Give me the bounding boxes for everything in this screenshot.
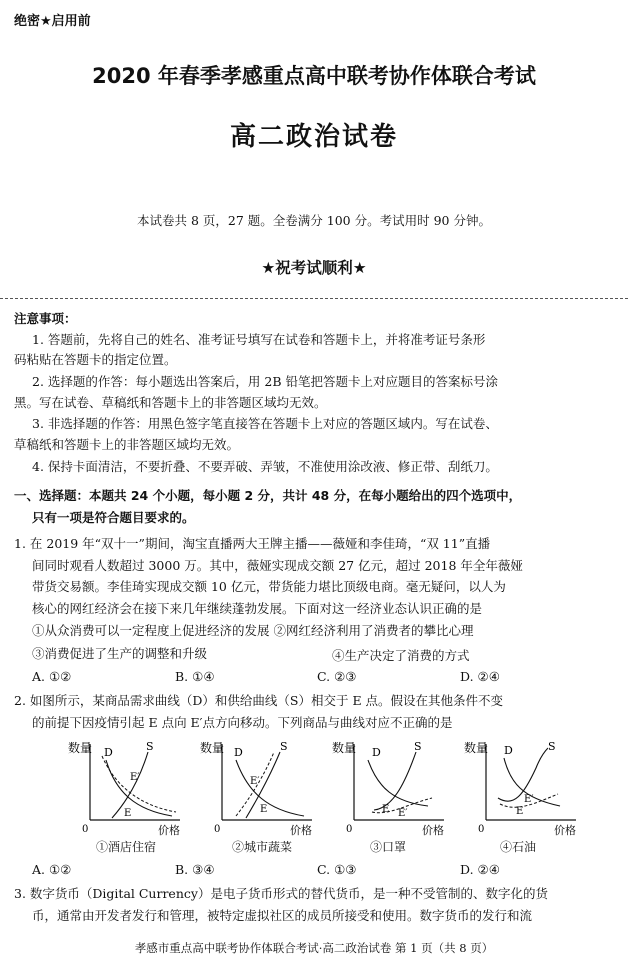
notice-line: 3. 非选择题的作答：用黑色签字笔直接答在答题卡上对应的答题区域内。写在试卷、 <box>32 416 498 431</box>
q1-stem: 间同时观看人数超过 3000 万。其中，薇娅实现成交额 27 亿元，超过 2018 年全年薇娅 <box>32 558 523 573</box>
svg-text:价格: 价格 <box>290 824 312 837</box>
svg-text:数量: 数量 <box>332 741 357 755</box>
q1-item-4: ④生产决定了消费的方式 <box>332 648 470 663</box>
section-heading-cont: 只有一项是符合题目要求的。 <box>32 510 195 525</box>
svg-text:E′: E′ <box>130 772 140 783</box>
svg-text:D: D <box>104 746 113 759</box>
paper-title: 高二政治试卷 <box>229 122 398 152</box>
svg-text:E: E <box>124 808 132 819</box>
supply-demand-graph <box>332 738 452 838</box>
svg-text:数量: 数量 <box>68 741 93 755</box>
q1-items: ①从众消费可以一定程度上促进经济的发展 ②网红经济利用了消费者的攀比心理 <box>32 623 474 638</box>
q1-stem: 核心的网红经济会在接下来几年继续蓬勃发展。下面对这一经济业态认识正确的是 <box>32 601 483 616</box>
confidential-mark: 绝密★启用前 <box>14 14 91 29</box>
notice-line: 2. 选择题的作答：每小题选出答案后，用 2B 铅笔把答题卡上对应题目的答案标号涂 <box>32 374 498 389</box>
graph-label: ②城市蔬菜 <box>232 840 293 854</box>
q3-stem: 币，通常由开发者发行和管理，被特定虚拟社区的成员所接受和使用。数字货币的发行和流 <box>32 908 533 923</box>
q1-item-3: ③消费促进了生产的调整和升级 <box>32 646 208 661</box>
svg-text:数量: 数量 <box>200 741 225 755</box>
page-footer: 孝感市重点高中联考协作体联合考试·高二政治试卷 第 1 页（共 8 页） <box>134 941 494 955</box>
svg-text:E′: E′ <box>398 808 408 819</box>
svg-text:D: D <box>372 746 381 759</box>
q1-option-c: C. ②③ <box>317 669 357 684</box>
svg-text:0: 0 <box>478 824 485 835</box>
supply-demand-graph <box>200 738 320 838</box>
exam-intro: 本试卷共 8 页，27 题。全卷满分 100 分。考试用时 90 分钟。 <box>137 213 491 228</box>
notice-heading: 注意事项： <box>14 311 77 326</box>
q2-option-c: C. ①③ <box>317 862 357 877</box>
notice-line: 4. 保持卡面清洁，不要折叠、不要弄破、弄皱，不准使用涂改液、修正带、刮纸刀。 <box>32 459 498 474</box>
svg-text:D: D <box>234 746 243 759</box>
svg-text:S: S <box>548 740 556 753</box>
exam-title: 2020 年春季孝感重点高中联考协作体联合考试 <box>92 64 536 88</box>
svg-text:E: E <box>516 806 524 817</box>
q2-option-a: A. ①② <box>32 862 72 877</box>
graph-label: ①酒店住宿 <box>96 840 157 854</box>
q1-option-b: B. ①④ <box>175 669 215 684</box>
q1-option-a: A. ①② <box>32 669 72 684</box>
q1-stem: 带货交易额。李佳琦实现成交额 10 亿元，带货能力堪比顶级电商。毫无疑问，以人为 <box>32 579 506 594</box>
supply-demand-graph <box>464 738 584 838</box>
svg-text:S: S <box>146 740 154 753</box>
svg-text:0: 0 <box>214 824 221 835</box>
q2-option-b: B. ③④ <box>175 862 215 877</box>
svg-text:D: D <box>504 744 513 757</box>
q1-stem: 1. 在 2019 年“双十一”期间，淘宝直播两大王牌主播——薇娅和李佳琦，“双 11”直播 <box>14 536 491 551</box>
divider <box>0 298 628 299</box>
svg-text:E′: E′ <box>524 794 534 805</box>
q2-stem: 2. 如图所示，某商品需求曲线（D）和供给曲线（S）相交于 E 点。假设在其他条件不变 <box>14 693 504 708</box>
svg-text:E′: E′ <box>250 776 260 787</box>
q1-option-d: D. ②④ <box>460 669 500 684</box>
q3-stem: 3. 数字货币（Digital Currency）是电子货币形式的替代货币，是一种不受管制的、数字化的货 <box>14 886 548 901</box>
good-luck-banner: ★祝考试顺利★ <box>261 259 367 277</box>
notice-line: 码粘贴在答题卡的指定位置。 <box>14 352 177 367</box>
graph-label: ④石油 <box>500 840 537 854</box>
svg-text:数量: 数量 <box>464 741 489 755</box>
graph-label: ③口罩 <box>370 840 407 854</box>
svg-text:S: S <box>414 740 422 753</box>
supply-demand-graph <box>68 738 188 838</box>
svg-text:E: E <box>382 804 390 815</box>
svg-text:价格: 价格 <box>158 824 180 837</box>
svg-text:E: E <box>260 804 268 815</box>
notice-line: 1. 答题前，先将自己的姓名、准考证号填写在试卷和答题卡上，并将准考证号条形 <box>32 332 486 347</box>
section-heading: 一、选择题：本题共 24 个小题，每小题 2 分，共计 48 分，在每小题给出的四个选项中， <box>14 488 522 503</box>
notice-line: 草稿纸和答题卡上的非答题区域均无效。 <box>14 437 240 452</box>
notice-line: 黑。写在试卷、草稿纸和答题卡上的非答题区域均无效。 <box>14 395 327 410</box>
q2-stem: 的前提下因疫情引起 E 点向 E′点方向移动。下列商品与曲线对应不正确的是 <box>32 715 453 730</box>
svg-text:价格: 价格 <box>554 824 576 837</box>
svg-text:0: 0 <box>82 824 89 835</box>
q2-option-d: D. ②④ <box>460 862 500 877</box>
svg-text:0: 0 <box>346 824 353 835</box>
svg-text:S: S <box>280 740 288 753</box>
svg-text:价格: 价格 <box>422 824 444 837</box>
